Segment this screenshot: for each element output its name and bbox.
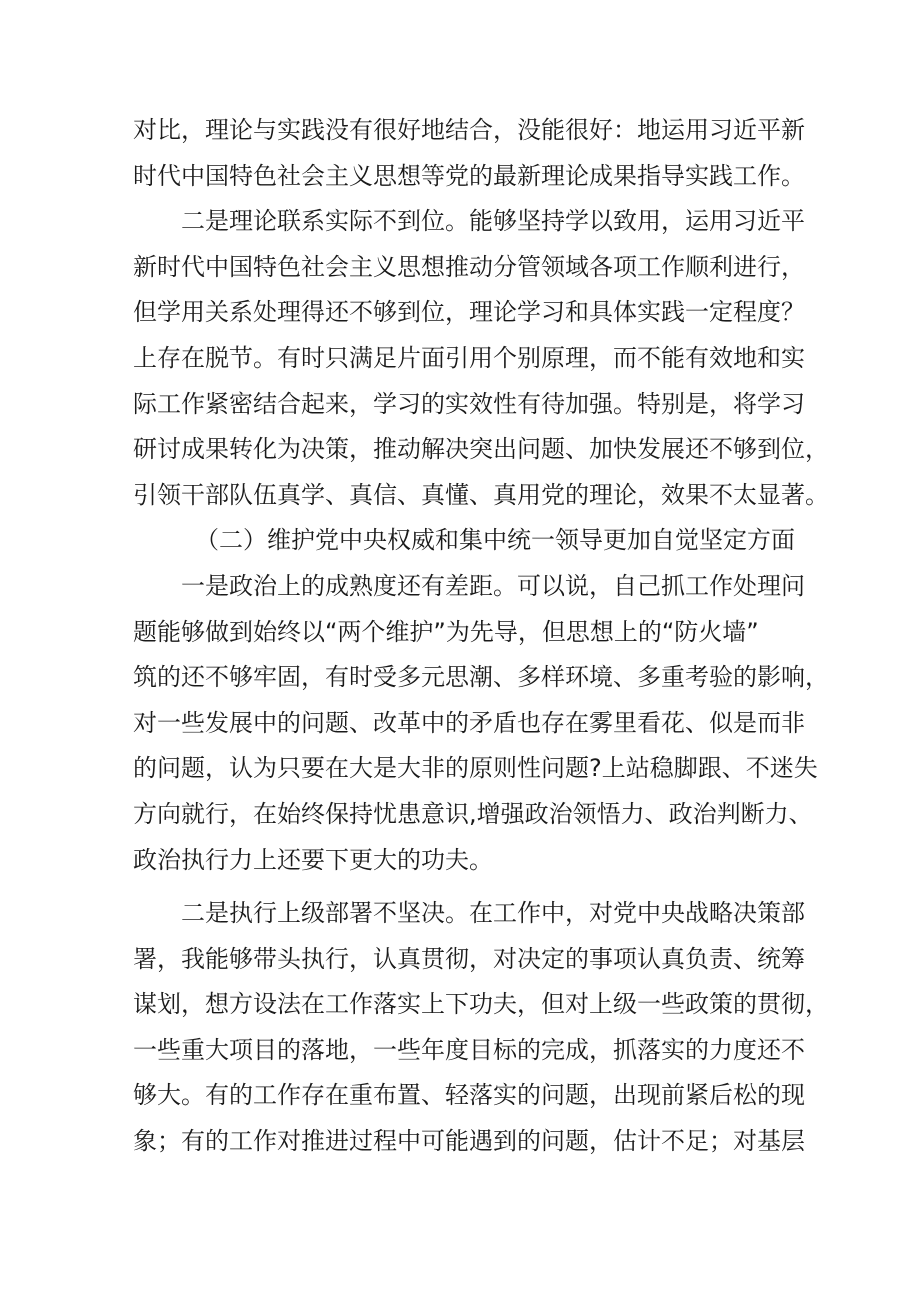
text-line: 筑的还不够牢固，有时受多元思潮、多样环境、多重考验的影响， [133,663,829,692]
text-line: 二是执行上级部署不坚决。在工作中，对党中央战略决策部 [181,899,805,928]
text-line: 的问题，认为只要在大是大非的原则性问题?上站稳脚跟、不迷失 [133,754,818,783]
text-line: 题能够做到始终以“两个维护”为先导，但思想上的“防火墙” [133,617,759,646]
text-line: 二是理论联系实际不到位。能够坚持学以致用，运用习近平 [181,207,805,236]
text-line: 一是政治上的成熟度还有差距。可以说，自己抓工作处理问 [181,571,805,600]
text-line: 研讨成果转化为决策，推动解决突出问题、加快发展还不够到位， [133,435,829,464]
section-heading: （二）维护党中央权威和集中统一领导更加自觉坚定方面 [195,526,795,555]
text-line: 时代中国特色社会主义思想等党的最新理论成果指导实践工作。 [133,161,805,190]
text-line: 一些重大项目的落地，一些年度目标的完成，抓落实的力度还不 [133,1035,805,1064]
text-line: 谋划，想方设法在工作落实上下功夫，但对上级一些政策的贯彻， [133,990,829,1019]
text-line: 象；有的工作对推进过程中可能遇到的问题，估计不足；对基层 [133,1127,805,1156]
text-line: 际工作紧密结合起来，学习的实效性有待加强。特别是，将学习 [133,389,805,418]
text-line: 上存在脱节。有时只满足片面引用个别原理，而不能有效地和实 [133,343,805,372]
document-body [133,108,829,1165]
text-line: 方向就行，在始终保持忧患意识,增强政治领悟力、政治判断力、 [133,799,813,828]
text-line: 但学用关系处理得还不够到位，理论学习和具体实践一定程度？ [133,298,805,327]
text-line: 对比，理论与实践没有很好地结合，没能很好：地运用习近平新 [133,116,805,144]
text-line: 署，我能够带头执行，认真贯彻，对决定的事项认真负责、统筹 [133,944,805,973]
text-line: 够大。有的工作存在重布置、轻落实的问题，出现前紧后松的现 [133,1081,805,1110]
text-line: 政治执行力上还要下更大的功夫。 [133,845,493,874]
text-line: 对一些发展中的问题、改革中的矛盾也存在雾里看花、似是而非 [133,708,805,737]
text-line: 新时代中国特色社会主义思想推动分管领域各项工作顺利进行， [133,252,805,281]
text-line: 引领干部队伍真学、真信、真懂、真用党的理论，效果不太显著。 [133,480,829,509]
